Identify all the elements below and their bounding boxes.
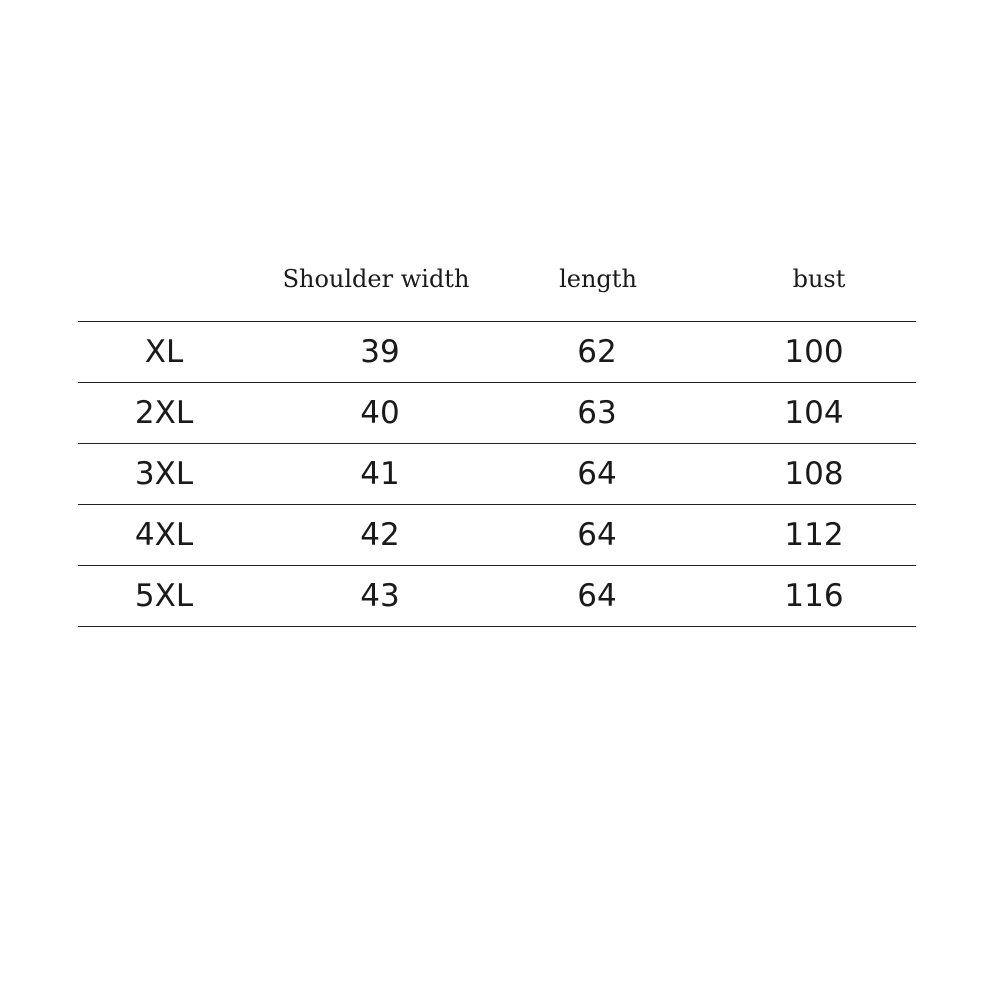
size-cell: 3XL bbox=[134, 456, 194, 492]
bust-cell: 112 bbox=[784, 517, 844, 553]
size-chart-table bbox=[78, 255, 916, 627]
table-row bbox=[78, 443, 916, 504]
bust-cell: 108 bbox=[784, 456, 844, 492]
bust-cell: 100 bbox=[784, 334, 844, 370]
header-length: length bbox=[559, 265, 637, 293]
table-row bbox=[78, 504, 916, 565]
bust-cell: 104 bbox=[784, 395, 844, 431]
shoulder-width-cell: 42 bbox=[360, 517, 400, 553]
size-cell: 4XL bbox=[134, 517, 194, 553]
size-cell: XL bbox=[144, 334, 184, 370]
table-row bbox=[78, 565, 916, 627]
length-cell: 63 bbox=[577, 395, 617, 431]
size-cell: 5XL bbox=[134, 578, 194, 614]
length-cell: 64 bbox=[577, 456, 617, 492]
table-header-row bbox=[78, 255, 916, 321]
length-cell: 64 bbox=[577, 517, 617, 553]
table-row bbox=[78, 321, 916, 382]
size-cell: 2XL bbox=[134, 395, 194, 431]
shoulder-width-cell: 43 bbox=[360, 578, 400, 614]
shoulder-width-cell: 40 bbox=[360, 395, 400, 431]
bust-cell: 116 bbox=[784, 578, 844, 614]
table-row bbox=[78, 382, 916, 443]
header-bust: bust bbox=[792, 265, 846, 293]
header-shoulder-width: Shoulder width bbox=[282, 265, 470, 293]
shoulder-width-cell: 39 bbox=[360, 334, 400, 370]
shoulder-width-cell: 41 bbox=[360, 456, 400, 492]
length-cell: 62 bbox=[577, 334, 617, 370]
length-cell: 64 bbox=[577, 578, 617, 614]
